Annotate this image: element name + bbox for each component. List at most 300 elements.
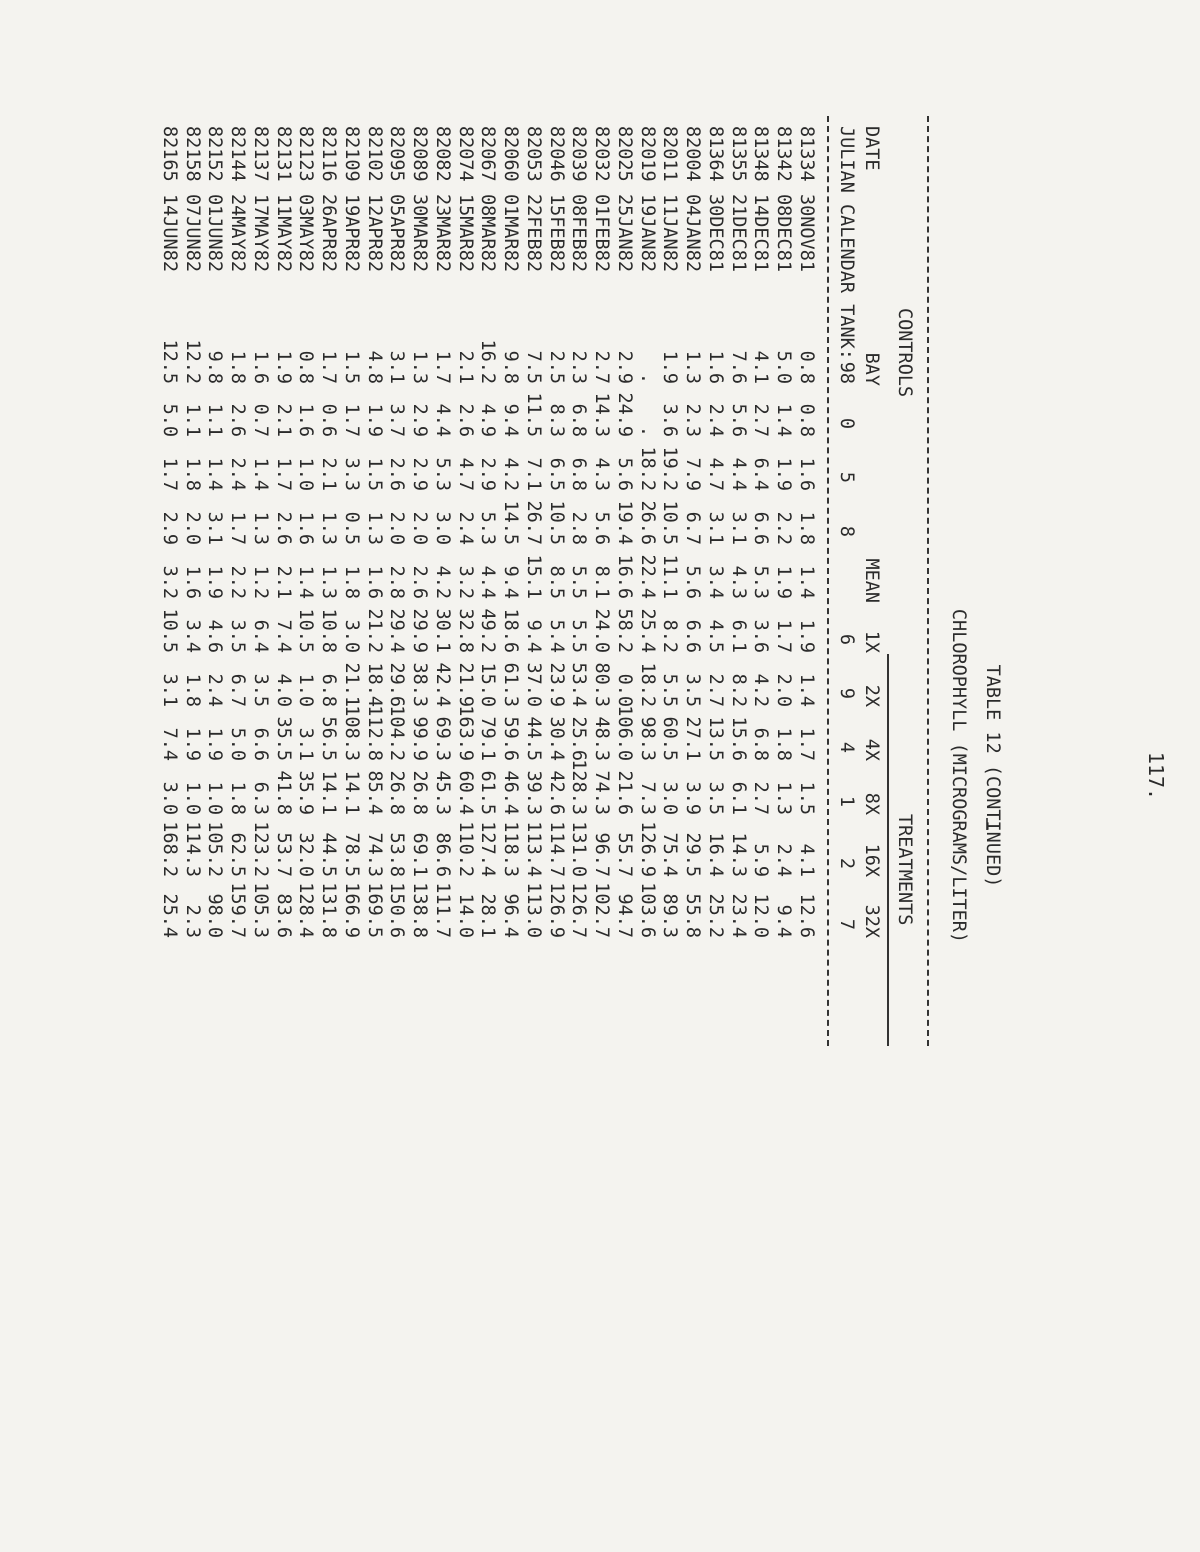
table-cell: 3.2 (454, 565, 476, 599)
table-cell: 28.1 (477, 893, 499, 938)
table-cell: 1.6 (295, 403, 317, 437)
cell-julian: 82053 (523, 126, 544, 182)
table-cell: 2.8 (568, 511, 590, 545)
table-cell: 96.7 (591, 832, 613, 877)
table-cell: 6.6 (682, 619, 704, 653)
cell-date: 01JUN82 (204, 194, 226, 272)
table-cell: 138.8 (409, 882, 431, 938)
table-row (249, 76, 271, 1076)
cell-julian: 81348 (750, 126, 772, 182)
table-cell: 53.4 (568, 662, 590, 707)
table-cell: 108.3 (341, 705, 362, 761)
table-cell: 2.0 (386, 511, 408, 545)
header-treatments: TREATMENTS (894, 814, 915, 926)
table-cell: 2.2 (227, 565, 249, 599)
table-cell: 8.5 (545, 565, 567, 599)
table-cell: 53.7 (272, 832, 294, 877)
table-cell: 1.4 (773, 403, 795, 437)
table-cell: 1.4 (204, 457, 226, 491)
table-cell: 111.7 (432, 882, 453, 938)
table-cell: 32.0 (295, 832, 317, 877)
cell-julian: 82060 (500, 126, 522, 182)
table-cell: 1.6 (363, 565, 385, 599)
table-cell: 18.4 (363, 662, 385, 707)
table-cell: 2.9 (477, 457, 499, 491)
cell-date: 19APR82 (341, 194, 362, 272)
table-cell: 25.4 (159, 893, 180, 938)
table-cell: 29.9 (409, 608, 431, 653)
table-cell: 3.7 (386, 403, 408, 437)
table-cell: 1.3 (318, 565, 340, 599)
table-cell: 5.6 (682, 565, 704, 599)
table-cell: 106.0 (614, 705, 635, 761)
table-cell: 169.5 (363, 882, 385, 938)
table-cell: 26.6 (636, 500, 658, 545)
table-cell: 32.8 (454, 608, 476, 653)
table-row (750, 76, 772, 1076)
table-cell: 1.6 (250, 350, 271, 384)
cell-date: 14JUN82 (159, 194, 180, 272)
header-tank-label: TANK: (836, 304, 857, 360)
table-cell: 2.0 (409, 511, 431, 545)
table-cell: 14.1 (318, 770, 340, 815)
table-cell: 8.3 (545, 403, 567, 437)
table-cell: 3.3 (341, 457, 362, 491)
table-cell: 60.4 (454, 770, 476, 815)
table-cell: 2.9 (614, 350, 635, 384)
table-cell: 4.7 (705, 457, 726, 491)
table-cell: 5.3 (477, 511, 499, 545)
table-cell: 0.8 (796, 403, 817, 437)
header-controls: CONTROLS (894, 308, 915, 398)
table-cell: 55.8 (682, 893, 704, 938)
table-cell: 2.3 (568, 350, 590, 384)
rotated-table-page (125, 76, 1015, 1476)
cell-date: 05APR82 (386, 194, 408, 272)
cell-julian: 82046 (545, 126, 567, 182)
table-cell: 89.3 (659, 893, 681, 938)
table-row (295, 76, 317, 1076)
table-cell: 74.3 (591, 770, 613, 815)
table-row (408, 76, 430, 1076)
table-cell: . (636, 372, 658, 384)
table-cell: 14.3 (727, 832, 749, 877)
table-cell: 2.3 (682, 403, 704, 437)
table-cell: 10.5 (659, 500, 681, 545)
header-bay: BAY (861, 352, 882, 386)
table-cell: 0.6 (318, 403, 340, 437)
table-cell: 4.4 (477, 565, 499, 599)
header-32x: 32X (861, 904, 882, 938)
table-cell: 1.0 (295, 673, 317, 707)
table-cell: 25.6 (568, 716, 590, 761)
table-cell: 5.6 (614, 457, 635, 491)
table-cell: 103.6 (636, 882, 658, 938)
cell-julian: 82123 (295, 126, 317, 182)
table-cell: 16.2 (477, 339, 499, 384)
header-bottom-rule (827, 116, 829, 1046)
table-cell: 1.1 (204, 403, 226, 437)
cell-julian: 82004 (682, 126, 704, 182)
table-cell: 18.6 (500, 608, 522, 653)
table-cell: 16.6 (614, 554, 635, 599)
table-cell: 26.8 (386, 770, 408, 815)
cell-julian: 82131 (272, 126, 294, 182)
table-cell: 2.6 (454, 403, 476, 437)
table-cell: 1.9 (181, 727, 203, 761)
table-cell: 1.6 (295, 511, 317, 545)
table-row (340, 76, 362, 1076)
tank-number: 4 (836, 741, 857, 753)
table-cell: 6.6 (750, 511, 772, 545)
header-2x: 2X (861, 684, 882, 707)
table-row (158, 76, 180, 1076)
table-cell: 7.9 (682, 457, 704, 491)
table-cell: 3.4 (705, 565, 726, 599)
table-row (317, 76, 339, 1076)
table-cell: 29.5 (682, 832, 704, 877)
table-row (431, 76, 453, 1076)
table-cell: 5.0 (159, 403, 180, 437)
table-title: TABLE 12 (CONTINUED) (982, 664, 1003, 888)
table-cell: 2.7 (705, 673, 726, 707)
table-cell: 62.5 (227, 832, 249, 877)
table-cell: 3.4 (181, 619, 203, 653)
table-cell: 61.3 (500, 662, 522, 707)
table-cell: 1.9 (272, 350, 294, 384)
table-cell: 86.6 (432, 832, 453, 877)
table-cell: 128.3 (568, 759, 590, 815)
tank-number: 5 (836, 471, 857, 483)
table-cell: 11.5 (523, 392, 544, 437)
table-cell: 30.4 (545, 716, 567, 761)
table-cell: 3.2 (159, 565, 180, 599)
table-cell: 166.9 (341, 882, 362, 938)
table-cell: 1.4 (250, 457, 271, 491)
cell-julian: 82109 (341, 126, 362, 182)
table-cell: 114.3 (181, 821, 203, 877)
table-cell: 6.8 (318, 673, 340, 707)
table-cell: 2.6 (386, 457, 408, 491)
table-cell: 2.1 (272, 403, 294, 437)
table-cell: 1.4 (295, 565, 317, 599)
tank-number: 2 (836, 857, 857, 869)
table-cell: 55.7 (614, 832, 635, 877)
cell-date: 22FEB82 (523, 194, 544, 272)
table-cell: 10.8 (318, 608, 340, 653)
table-cell: 2.4 (773, 843, 795, 877)
table-cell: 1.2 (250, 565, 271, 599)
table-cell: 29.4 (386, 608, 408, 653)
table-cell: 5.0 (227, 727, 249, 761)
table-cell: 0.5 (341, 511, 362, 545)
table-cell: 6.8 (568, 457, 590, 491)
cell-date: 30DEC81 (705, 194, 726, 272)
table-cell: 2.4 (204, 673, 226, 707)
table-cell: 27.1 (682, 716, 704, 761)
table-cell: 21.9 (454, 662, 476, 707)
table-cell: 7.6 (727, 350, 749, 384)
cell-date: 04JAN82 (682, 194, 704, 272)
cell-julian: 82074 (454, 126, 476, 182)
table-cell: 6.7 (682, 511, 704, 545)
table-row (659, 76, 681, 1076)
cell-date: 01FEB82 (591, 194, 613, 272)
table-cell: 19.2 (659, 446, 681, 491)
cell-julian: 82025 (614, 126, 635, 182)
table-cell: 42.6 (545, 770, 567, 815)
tank-number: 7 (836, 918, 857, 930)
table-cell: 3.1 (159, 673, 180, 707)
table-cell: 25.2 (705, 893, 726, 938)
table-cell: 42.4 (432, 662, 453, 707)
table-cell: 3.6 (750, 619, 772, 653)
table-cell: 2.9 (409, 457, 431, 491)
table-cell: 4.7 (454, 457, 476, 491)
cell-date: 30MAR82 (409, 194, 431, 272)
table-cell: 1.5 (341, 350, 362, 384)
table-cell: 6.4 (750, 457, 772, 491)
table-cell: 2.1 (454, 350, 476, 384)
table-cell: 1.7 (432, 350, 453, 384)
cell-julian: 82102 (363, 126, 385, 182)
table-cell: 2.0 (773, 673, 795, 707)
table-cell: 3.0 (432, 511, 453, 545)
cell-julian: 82067 (477, 126, 499, 182)
table-cell: 10.5 (295, 608, 317, 653)
cell-julian: 82165 (159, 126, 180, 182)
table-cell: 78.5 (341, 832, 362, 877)
table-cell: 8.1 (591, 565, 613, 599)
table-cell: 2.3 (181, 904, 203, 938)
table-row (499, 76, 521, 1076)
table-cell: 39.3 (523, 770, 544, 815)
table-cell: 3.1 (204, 511, 226, 545)
cell-julian: 82019 (636, 126, 658, 182)
table-cell: 6.5 (545, 457, 567, 491)
table-row (181, 76, 203, 1076)
table-cell: 4.8 (363, 350, 385, 384)
table-cell: 4.2 (750, 673, 772, 707)
table-cell: 26.7 (523, 500, 544, 545)
table-row (704, 76, 726, 1076)
table-cell: 105.2 (204, 821, 226, 877)
table-cell: 4.3 (727, 565, 749, 599)
table-cell: 3.5 (682, 673, 704, 707)
table-cell: 113.0 (523, 882, 544, 938)
table-cell: 3.5 (705, 781, 726, 815)
table-cell: 2.6 (272, 511, 294, 545)
cell-julian: 82152 (204, 126, 226, 182)
cell-date: 08MAR82 (477, 194, 499, 272)
table-cell: 131.8 (318, 882, 340, 938)
table-cell: 1.6 (181, 565, 203, 599)
cell-date: 19JAN82 (636, 194, 658, 272)
table-row (545, 76, 567, 1076)
table-cell: 9.4 (500, 403, 522, 437)
table-cell: 6.8 (568, 403, 590, 437)
table-cell: 1.9 (363, 403, 385, 437)
table-cell: 23.9 (545, 662, 567, 707)
table-cell: 1.0 (295, 457, 317, 491)
cell-date: 11MAY82 (272, 194, 294, 272)
table-cell: 1.5 (796, 781, 817, 815)
tank-number: 8 (836, 525, 857, 537)
table-cell: 4.5 (705, 619, 726, 653)
cell-date: 21DEC81 (727, 194, 749, 272)
table-row (477, 76, 499, 1076)
header-16x: 16X (861, 843, 882, 877)
table-cell: 26.8 (409, 770, 431, 815)
table-cell: 22.4 (636, 554, 658, 599)
table-cell: 35.5 (272, 716, 294, 761)
table-row (386, 76, 408, 1076)
table-cell: 59.6 (500, 716, 522, 761)
table-cell: 123.2 (250, 821, 271, 877)
cell-date: 23MAR82 (432, 194, 453, 272)
table-cell: 1.8 (227, 350, 249, 384)
table-cell: 53.8 (386, 832, 408, 877)
table-cell: 14.5 (500, 500, 522, 545)
table-cell: 37.0 (523, 662, 544, 707)
table-cell: . (636, 425, 658, 437)
table-cell: 5.9 (750, 843, 772, 877)
table-cell: 98.0 (204, 893, 226, 938)
table-cell: 126.9 (636, 821, 658, 877)
cell-date: 15FEB82 (545, 194, 567, 272)
table-cell: 14.3 (591, 392, 613, 437)
table-cell: 2.7 (750, 781, 772, 815)
table-cell: 5.6 (591, 511, 613, 545)
header-calendar: CALENDAR (836, 203, 857, 294)
table-cell: 9.8 (204, 350, 226, 384)
table-cell: 5.5 (568, 619, 590, 653)
table-cell: 105.3 (250, 882, 271, 938)
table-cell: 24.9 (614, 392, 635, 437)
table-cell: 2.6 (227, 403, 249, 437)
table-cell: 75.4 (659, 832, 681, 877)
table-cell: 3.1 (386, 350, 408, 384)
table-cell: 24.0 (591, 608, 613, 653)
table-cell: 14.0 (454, 893, 476, 938)
table-cell: 7.4 (272, 619, 294, 653)
table-cell: 4.4 (432, 403, 453, 437)
header-1x: 1X (861, 630, 882, 653)
table-cell: 1.8 (181, 457, 203, 491)
table-cell: 1.9 (773, 565, 795, 599)
page-number: 117. (1144, 751, 1168, 801)
table-cell: 41.8 (272, 770, 294, 815)
table-cell: 1.9 (659, 350, 681, 384)
table-cell: 85.4 (363, 770, 385, 815)
table-cell: 23.4 (727, 893, 749, 938)
header-mean: MEAN (861, 558, 882, 603)
table-row (204, 76, 226, 1076)
table-cell: 7.4 (159, 727, 180, 761)
table-cell: 13.5 (705, 716, 726, 761)
table-cell: 1.4 (796, 673, 817, 707)
table-cell: 8.2 (727, 673, 749, 707)
table-cell: 3.0 (659, 781, 681, 815)
table-cell: 2.7 (591, 350, 613, 384)
table-cell: 15.6 (727, 716, 749, 761)
table-cell: 114.7 (545, 821, 567, 877)
table-row (613, 76, 635, 1076)
table-cell: 4.6 (204, 619, 226, 653)
table-cell: 1.8 (773, 727, 795, 761)
table-subtitle: CHLOROPHYLL (MICROGRAMS/LITER) (948, 608, 969, 944)
table-cell: 7.1 (523, 457, 544, 491)
table-cell: 6.3 (250, 781, 271, 815)
table-cell: 1.7 (159, 457, 180, 491)
table-cell: 45.3 (432, 770, 453, 815)
table-cell: 5.3 (432, 457, 453, 491)
table-cell: 3.0 (159, 781, 180, 815)
table-cell: 1.3 (409, 350, 431, 384)
table-cell: 69.1 (409, 832, 431, 877)
table-cell: 61.5 (477, 770, 499, 815)
table-cell: 18.2 (636, 662, 658, 707)
table-cell: 8.2 (659, 619, 681, 653)
cell-julian: 82095 (386, 126, 408, 182)
table-cell: 14.1 (341, 770, 362, 815)
table-cell: 1.7 (227, 511, 249, 545)
table-cell: 159.7 (227, 882, 249, 938)
table-cell: 1.3 (363, 511, 385, 545)
cell-julian: 82032 (591, 126, 613, 182)
cell-date: 17MAY82 (250, 194, 271, 272)
table-cell: 7.5 (523, 350, 544, 384)
table-cell: 1.7 (773, 619, 795, 653)
table-cell: 150.6 (386, 882, 408, 938)
cell-julian: 82116 (318, 126, 340, 182)
table-cell: 2.1 (318, 457, 340, 491)
table-cell: 79.1 (477, 716, 499, 761)
table-cell: 163.9 (454, 705, 476, 761)
table-cell: 3.1 (727, 511, 749, 545)
cell-julian: 81364 (705, 126, 726, 182)
cell-date: 15MAR82 (454, 194, 476, 272)
table-cell: 126.9 (545, 882, 567, 938)
table-cell: 11.1 (659, 554, 681, 599)
table-row (590, 76, 612, 1076)
table-cell: 3.5 (227, 619, 249, 653)
table-cell: 4.1 (796, 843, 817, 877)
table-cell: 1.3 (318, 511, 340, 545)
cell-date: 07JUN82 (181, 194, 203, 272)
table-cell: 6.8 (750, 727, 772, 761)
cell-julian: 82039 (568, 126, 590, 182)
table-cell: 30.1 (432, 608, 453, 653)
table-cell: 2.4 (227, 457, 249, 491)
table-cell: 1.0 (181, 781, 203, 815)
table-row (636, 76, 658, 1076)
header-julian: JULIAN (836, 126, 857, 193)
cell-date: 24MAY82 (227, 194, 249, 272)
table-cell: 21.1 (341, 662, 362, 707)
cell-julian: 82089 (409, 126, 431, 182)
table-cell: 4.9 (477, 403, 499, 437)
table-cell: 58.2 (614, 608, 635, 653)
table-cell: 5.4 (545, 619, 567, 653)
cell-date: 14DEC81 (750, 194, 772, 272)
table-cell: 2.9 (159, 511, 180, 545)
table-cell: 2.9 (409, 403, 431, 437)
table-cell: 3.0 (341, 619, 362, 653)
table-cell: 98.3 (636, 716, 658, 761)
cell-julian: 82144 (227, 126, 249, 182)
cell-date: 08FEB82 (568, 194, 590, 272)
